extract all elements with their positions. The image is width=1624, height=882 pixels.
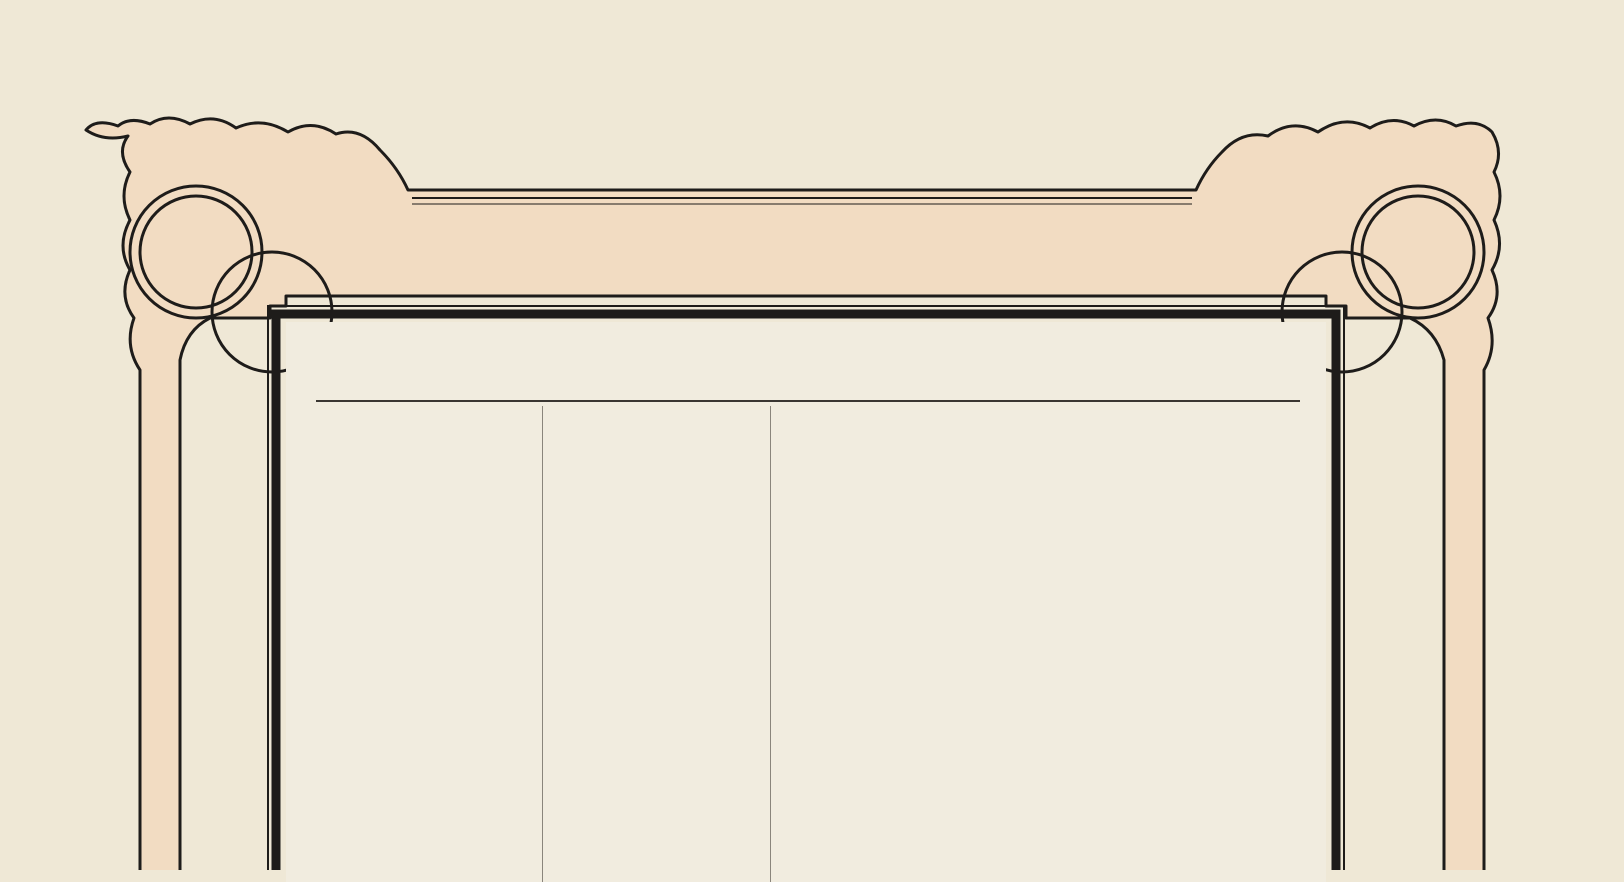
title-rule: [316, 400, 1300, 402]
column-divider: [542, 406, 543, 882]
column-divider: [770, 406, 771, 882]
price-list-panel: [286, 322, 1326, 882]
